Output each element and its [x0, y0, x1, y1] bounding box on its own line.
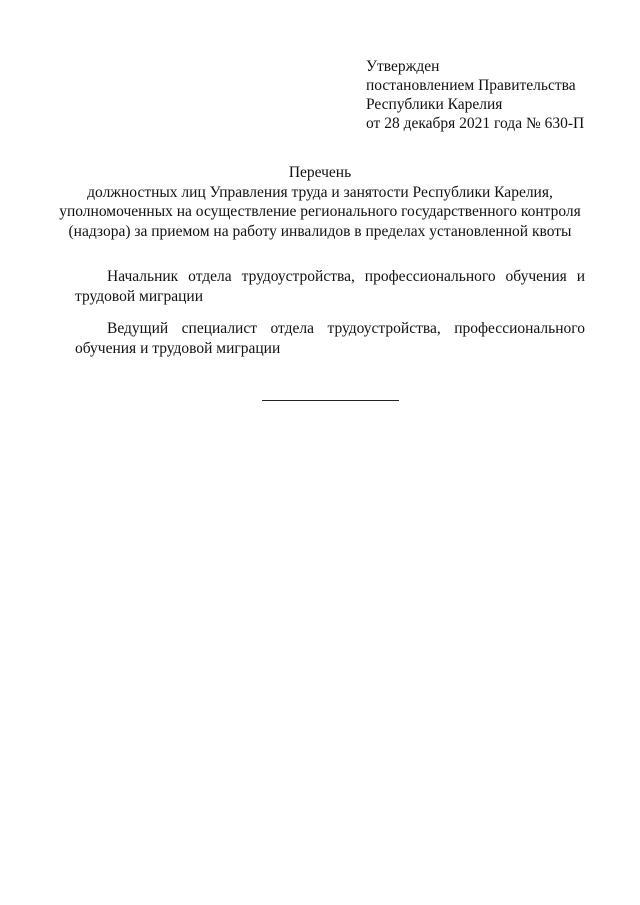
title-line-3: (надзора) за приемом на работу инвалидов в пределах установленной квоты — [68, 222, 572, 240]
title-heading: Перечень — [288, 164, 352, 181]
title-line-1: должностных лиц Управления труда и занятости Республики Карелия, — [87, 183, 553, 201]
document-title — [40, 163, 600, 241]
approval-line-approved: Утвержден — [366, 58, 440, 75]
approval-stamp — [366, 57, 584, 133]
approval-line-resolution: постановлением Правительства — [366, 77, 576, 94]
position-item-leading-specialist: Ведущий специалист отдела трудоустройства, профессионального обучения и трудовой миграции — [75, 320, 585, 357]
title-line-2: уполномоченных на осуществление регионального государственного контроля — [59, 203, 581, 220]
position-item-head-of-department: Начальник отдела трудоустройства, профессионального обучения и трудовой миграции — [75, 268, 585, 305]
closing-divider — [262, 400, 399, 401]
approval-line-date-number: от 28 декабря 2021 года № 630-П — [366, 115, 585, 132]
approval-line-republic: Республики Карелия — [366, 96, 503, 113]
